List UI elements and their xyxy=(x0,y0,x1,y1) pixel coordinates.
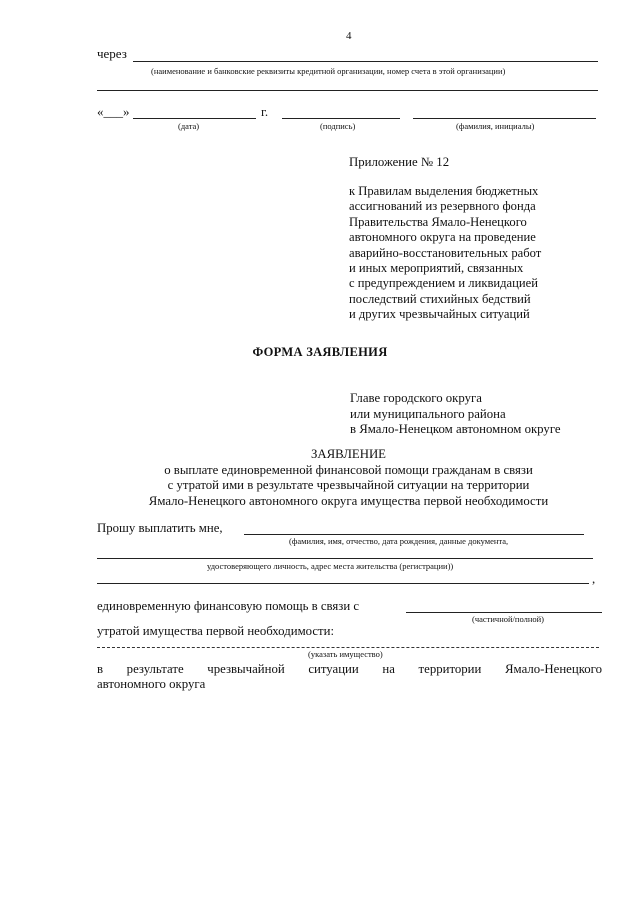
person-caption-1: (фамилия, имя, отчество, дата рождения, данные документа, xyxy=(289,536,509,546)
payment-label: единовременную финансовую помощь в связи с xyxy=(97,599,360,613)
appendix-line: с предупреждением и ликвидацией xyxy=(349,276,538,291)
person-field-line xyxy=(244,534,584,535)
closing-line-1: в результате чрезвычайной ситуации на территории Ямало-Ненецкого xyxy=(97,662,602,676)
signature-line xyxy=(282,118,400,119)
closing-line-2: автономного округа xyxy=(97,677,206,691)
addressee-line: или муниципального района xyxy=(350,406,506,421)
statement-heading: ЗАЯВЛЕНИЕ xyxy=(310,447,387,461)
appendix-line: аварийно-восстановительных работ xyxy=(349,245,542,260)
addressee-line: в Ямало-Ненецком автономном округе xyxy=(350,422,561,436)
date-day-field: «___» xyxy=(97,104,130,119)
person-field-line-3 xyxy=(97,583,589,584)
partial-full-line xyxy=(406,612,602,613)
loss-label: утратой имущества первой необходимости: xyxy=(97,624,335,638)
name-line xyxy=(413,118,596,119)
appendix-line: и других чрезвычайных ситуаций xyxy=(349,307,530,322)
via-label: через xyxy=(97,46,127,61)
addressee-block xyxy=(350,391,561,438)
property-field-line xyxy=(97,647,599,648)
page-number: 4 xyxy=(346,30,352,42)
addressee-line: Главе городского округа xyxy=(350,391,482,405)
appendix-line: последствий стихийных бедствий xyxy=(349,291,531,306)
property-caption: (указать имущество) xyxy=(308,649,383,659)
request-label: Прошу выплатить мне, xyxy=(97,521,223,535)
statement-subtitle-line: о выплате единовременной финансовой помощи гражданам в связи xyxy=(164,462,533,477)
partial-caption: (частичной/полной) xyxy=(472,614,545,624)
line-end-comma: , xyxy=(592,571,596,586)
appendix-text xyxy=(349,184,541,323)
via-caption: (наименование и банковские реквизиты кредитной организации, номер счета в этой организации) xyxy=(151,66,506,76)
appendix-line: ассигнований из резервного фонда xyxy=(349,199,536,214)
appendix-line: к Правилам выделения бюджетных xyxy=(349,184,539,198)
statement-subtitle-line: с утратой ими в результате чрезвычайной ситуации на территории xyxy=(167,478,530,492)
year-suffix: г. xyxy=(261,104,269,119)
via-second-line xyxy=(97,90,598,91)
form-title: ФОРМА ЗАЯВЛЕНИЯ xyxy=(252,345,388,359)
appendix-line: автономного округа на проведение xyxy=(349,230,536,245)
signature-caption: (подпись) xyxy=(320,121,356,131)
date-caption: (дата) xyxy=(178,121,200,131)
person-field-line-2 xyxy=(97,558,593,559)
appendix-line: и иных мероприятий, связанных xyxy=(349,260,524,275)
date-month-line xyxy=(133,118,256,119)
appendix-line: Правительства Ямало-Ненецкого xyxy=(349,214,527,229)
statement-heading-block xyxy=(96,447,601,509)
appendix-number: Приложение № 12 xyxy=(349,155,450,169)
person-caption-2: удостоверяющего личность, адрес места жительства (регистрации)) xyxy=(207,561,454,571)
statement-subtitle-line: Ямало-Ненецкого автономного округа имущества первой необходимости xyxy=(148,493,549,508)
via-field-line xyxy=(133,61,598,62)
name-caption: (фамилия, инициалы) xyxy=(456,121,535,131)
